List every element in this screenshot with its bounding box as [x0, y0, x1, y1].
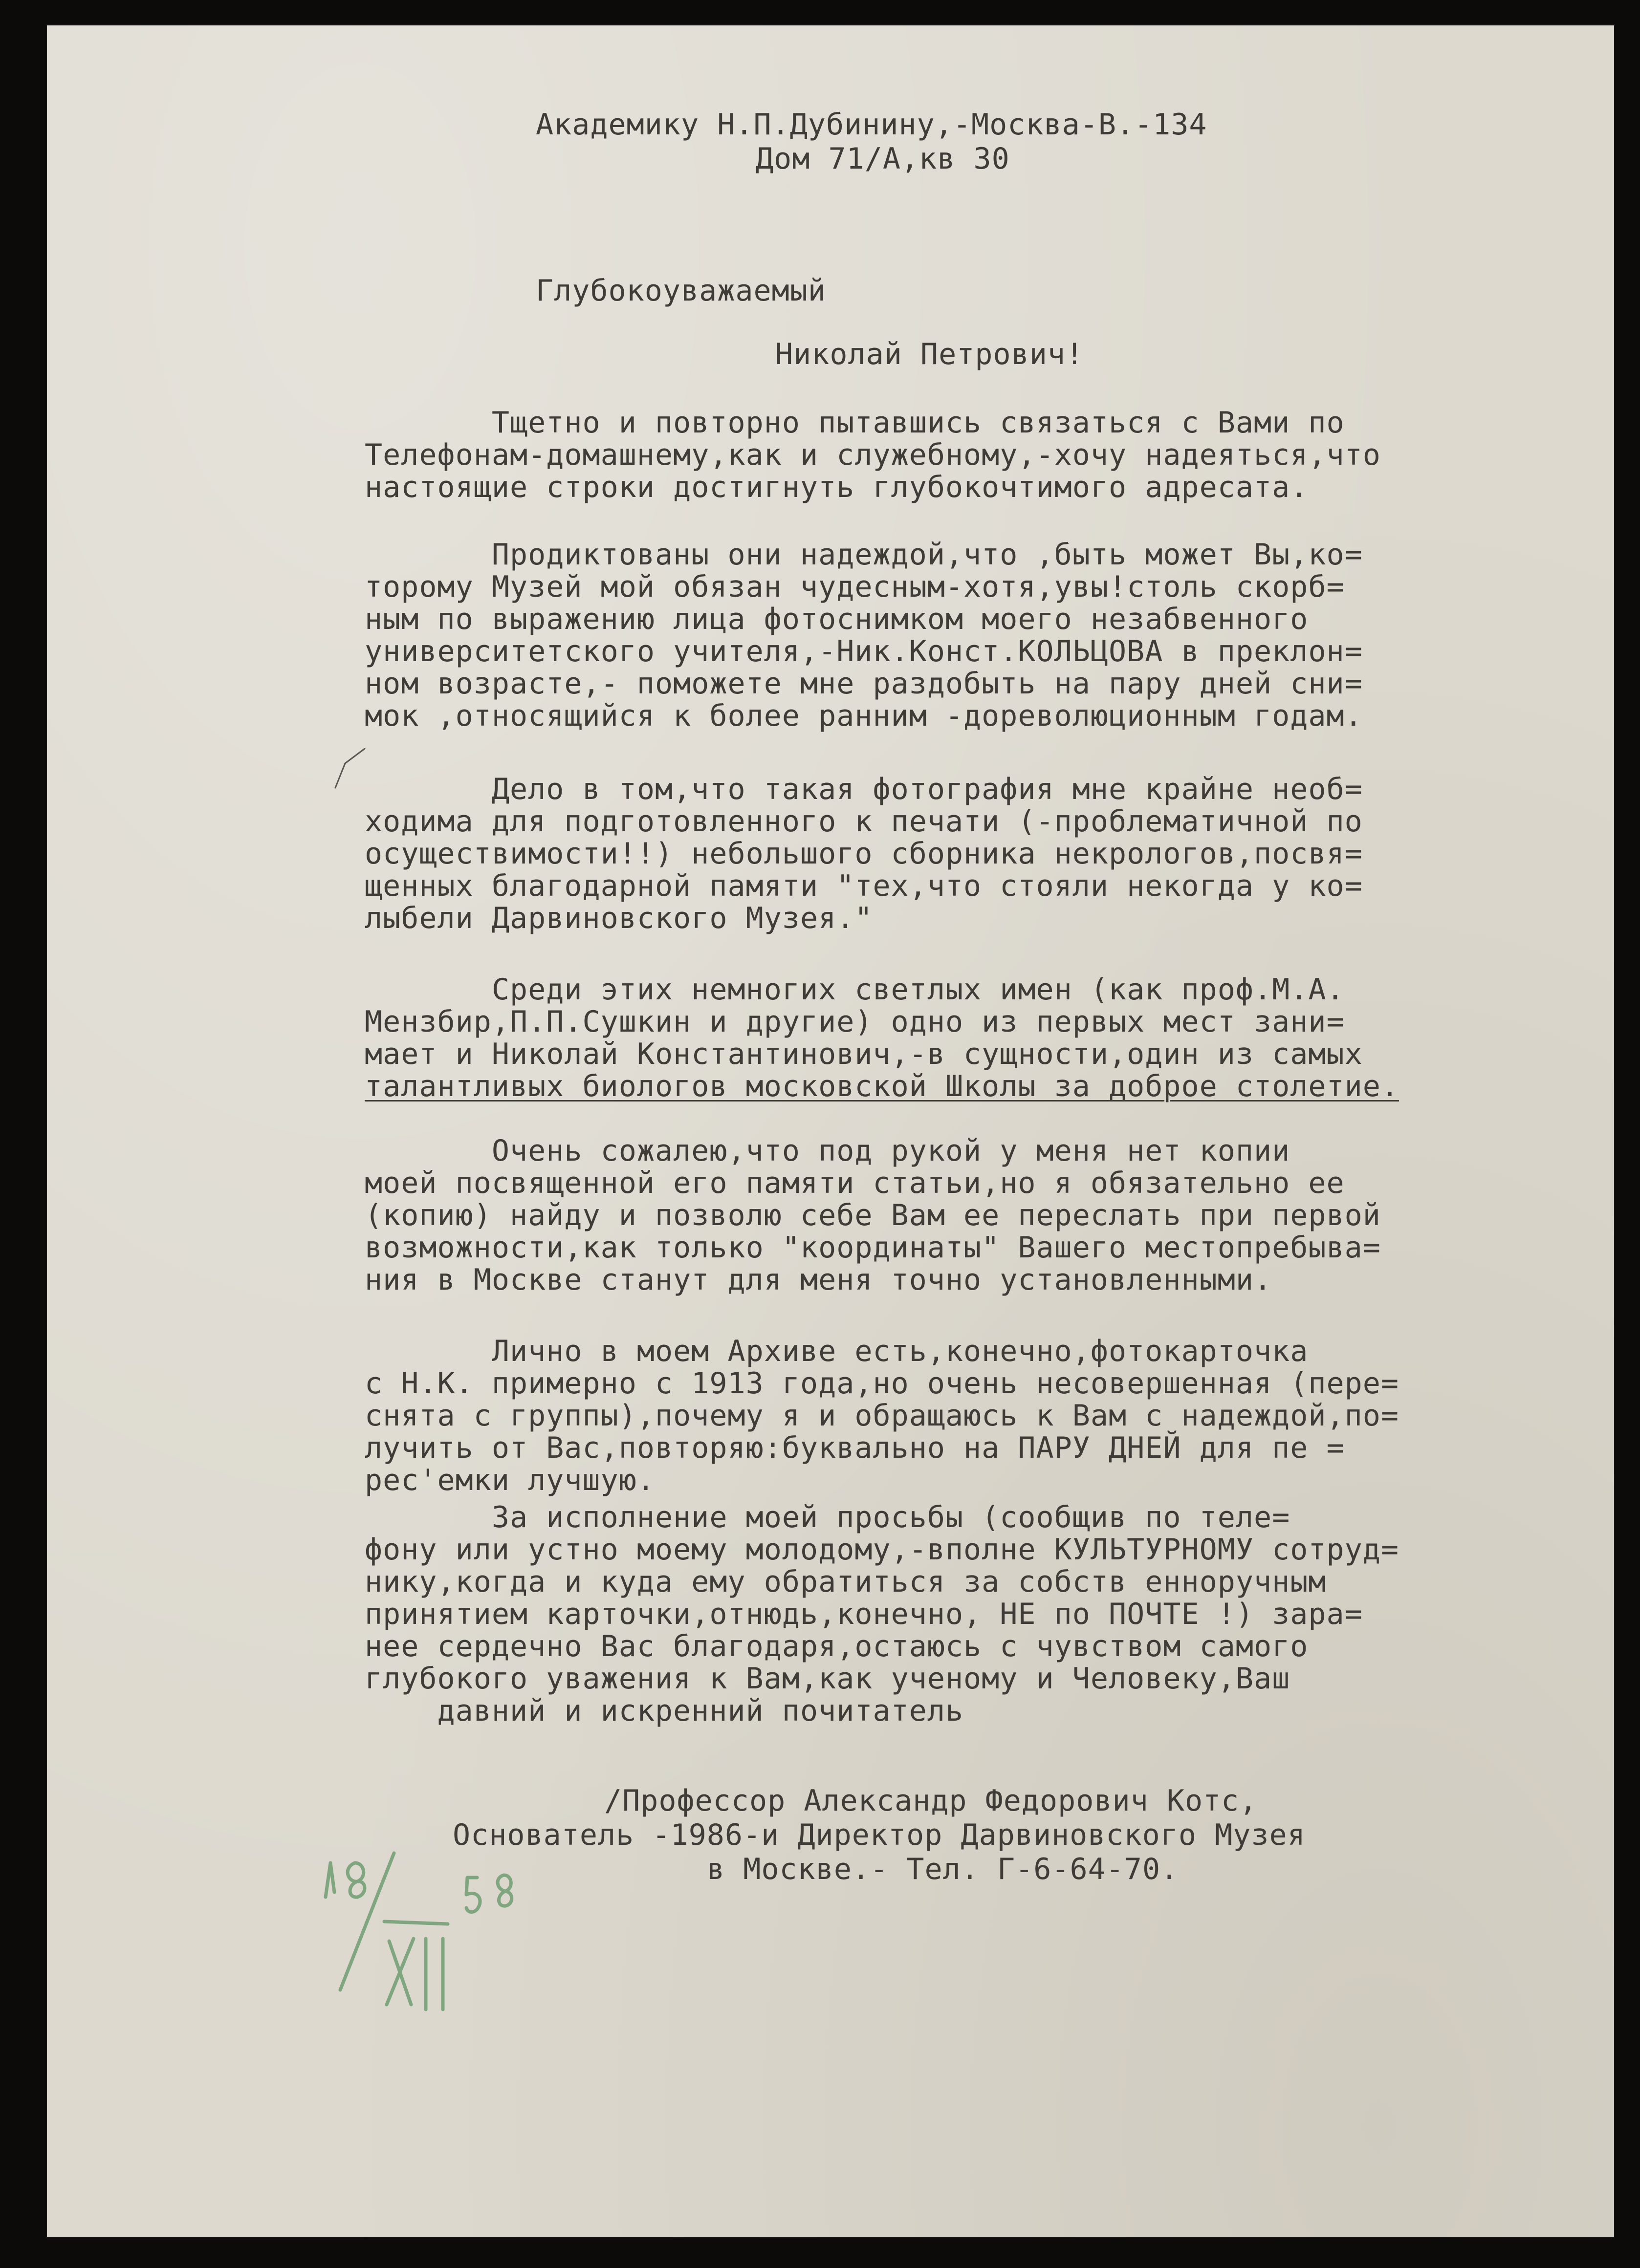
paragraph-line: За исполнение моей просьбы (сообщив по теле=	[365, 1500, 1290, 1534]
paragraph-line: лучить от Вас,повторяю:буквально на ПАРУ ДНЕЙ для пе =	[365, 1431, 1345, 1465]
salutation-line-2: Николай Петрович!	[775, 337, 1084, 371]
paragraph-3	[365, 773, 1363, 934]
signature-line-2: Основатель -1986-и Директор Дарвиновского Музея	[453, 1818, 1306, 1852]
paragraph-line: осуществимости!!) небольшого сборника некрологов,посвя=	[365, 837, 1363, 871]
paragraph-line: Лично в моем Архиве есть,конечно,фотокарточка	[365, 1334, 1309, 1368]
paragraph-line: мок ,относящийся к более ранним -дореволюционным годам.	[365, 699, 1363, 733]
paragraph-line: Дело в том,что такая фотография мне крайне необ=	[365, 772, 1363, 806]
paragraph-line: Очень сожалею,что под рукой у меня нет копии	[365, 1134, 1290, 1168]
paragraph-line: университетского учителя,-Ник.Конст.КОЛЬЦОВА в преклон=	[365, 634, 1363, 669]
paragraph-line: Тщетно и повторно пытавшись связаться с Вами по	[365, 406, 1345, 440]
paragraph-line: лыбели Дарвиновского Музея."	[365, 901, 873, 935]
paragraph-1	[365, 407, 1381, 503]
paragraph-line: принятием карточки,отнюдь,конечно, НЕ по ПОЧТЕ !) зара=	[365, 1597, 1363, 1631]
paragraph-4	[365, 973, 1399, 1102]
paragraph-line: с Н.К. примерно с 1913 года,но очень несовершенная (пере=	[365, 1366, 1399, 1401]
paragraph-line: снята с группы),почему я и обращаюсь к Вам с надеждой,по=	[365, 1399, 1399, 1433]
paragraph-line: ходима для подготовленного к печати (-проблематичной по	[365, 804, 1363, 839]
salutation-line-1: Глубокоуважаемый	[536, 274, 826, 308]
address-line-1: Академику Н.П.Дубинину,-Москва-В.-134	[536, 108, 1207, 142]
paragraph-line: мает и Николай Константинович,-в сущности,один из самых	[365, 1037, 1363, 1071]
paragraph-line: торому Музей мой обязан чудесным-хотя,увы!столь скорб=	[365, 570, 1345, 604]
handwritten-date-annotation	[321, 1843, 594, 2039]
paragraph-5	[365, 1135, 1381, 1296]
paragraph-line: нее сердечно Вас благодаря,остаюсь с чувством самого	[365, 1629, 1309, 1663]
paragraph-line: моей посвященной его памяти статьи,но я обязательно ее	[365, 1166, 1345, 1200]
paragraph-line: щенных благодарной памяти "тех,что стояли некогда у ко=	[365, 869, 1363, 903]
paragraph-line: фону или устно моему молодому,-вполне КУЛЬТУРНОМУ сотруд=	[365, 1533, 1399, 1567]
paragraph-line: Продиктованы они надеждой,что ,быть может Вы,ко=	[365, 538, 1363, 572]
paragraph-line: давний и искренний почитатель	[365, 1694, 964, 1728]
paragraph-line: ным по выражению лица фотоснимком моего незабвенного	[365, 602, 1309, 636]
paragraph-6	[365, 1335, 1399, 1496]
paragraph-line: настоящие строки достигнуть глубокочтимого адресата.	[365, 470, 1309, 504]
paragraph-line: Телефонам-домашнему,как и служебному,-хочу надеяться,что	[365, 438, 1381, 472]
paragraph-line: глубокого уважения к Вам,как ученому и Человеку,Ваш	[365, 1662, 1290, 1696]
signature-line-1: /Профессор Александр Федорович Котс,	[604, 1784, 1258, 1818]
letter-page	[47, 25, 1614, 2237]
paragraph-line: возможности,как только "координаты" Вашего местопребыва=	[365, 1231, 1381, 1265]
paragraph-line: рес'емки лучшую.	[365, 1463, 655, 1497]
margin-check-mark	[330, 744, 370, 793]
paragraph-line: (копию) найду и позволю себе Вам ее переслать при первой	[365, 1198, 1381, 1232]
signature-line-3: в Москве.- Тел. Г-6-64-70.	[707, 1852, 1179, 1886]
paragraph-7	[365, 1501, 1399, 1727]
paragraph-line: Среди этих немногих светлых имен (как проф.М.А.	[365, 972, 1345, 1007]
paragraph-2	[365, 539, 1363, 732]
paragraph-line: ном возрасте,- поможете мне раздобыть на пару дней сни=	[365, 667, 1363, 701]
paragraph-line: ния в Москве станут для меня точно установленными.	[365, 1263, 1272, 1297]
paragraph-line: Мензбир,П.П.Сушкин и другие) одно из первых мест зани=	[365, 1005, 1345, 1039]
paragraph-line: талантливых биологов московской Школы за доброе столетие.	[365, 1069, 1399, 1103]
paragraph-line: нику,когда и куда ему обратиться за собств енноручным	[365, 1565, 1327, 1599]
address-line-2: Дом 71/А,кв 30	[756, 142, 1010, 176]
